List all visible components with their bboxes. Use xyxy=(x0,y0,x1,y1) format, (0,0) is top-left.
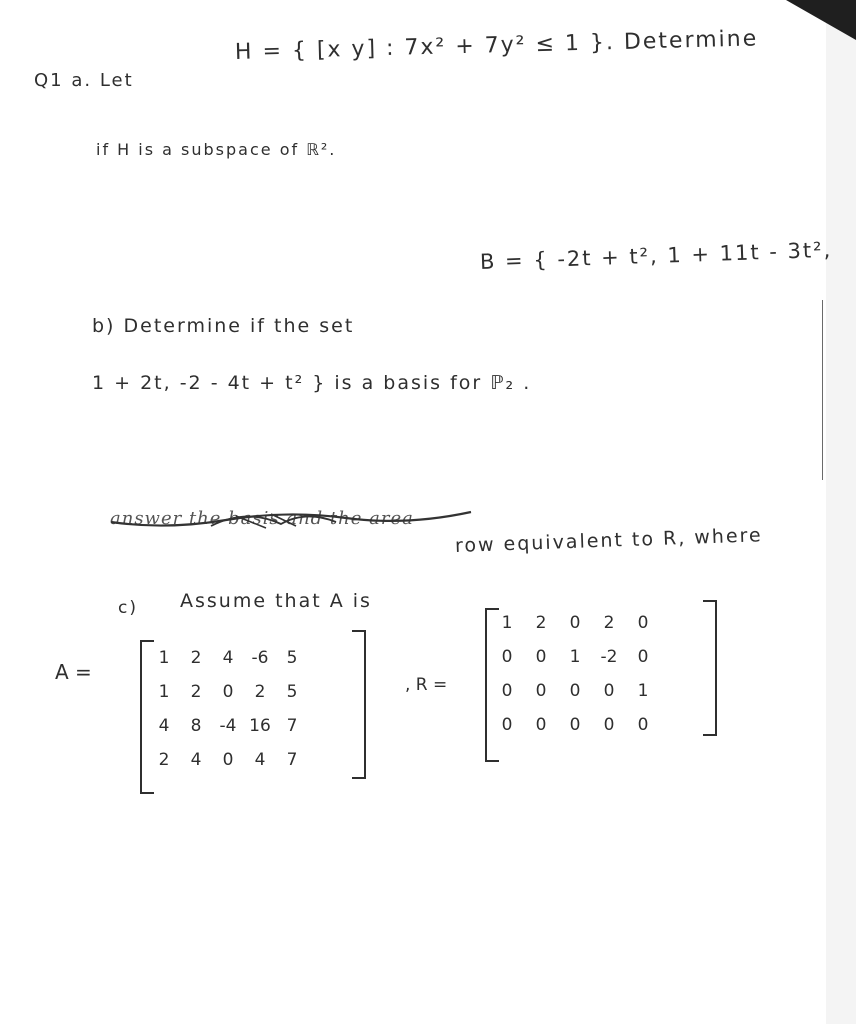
matrix-a-cell: 2 xyxy=(254,682,266,702)
matrix-r-row xyxy=(490,681,660,701)
matrix-r-label: , R = xyxy=(405,675,448,695)
matrix-a-cell: 4 xyxy=(254,750,266,770)
matrix-a-cell: 1 xyxy=(158,648,170,668)
matrix-r-cell: 0 xyxy=(535,681,547,701)
matrix-a-cell: 0 xyxy=(222,682,234,702)
question-c-label: c) xyxy=(118,598,138,618)
matrix-a-row xyxy=(148,682,308,702)
matrix-a-cell: 7 xyxy=(286,716,298,736)
matrix-r-cell: 2 xyxy=(603,613,615,633)
matrix-r-row xyxy=(490,647,660,667)
matrix-r-left-bracket xyxy=(485,608,499,762)
matrix-r-cell: 0 xyxy=(501,681,513,701)
corner-shadow xyxy=(786,0,856,40)
question-a-label: Q1 a. Let xyxy=(34,70,134,91)
strike-through-scribble xyxy=(106,500,476,540)
matrix-a-cell: 4 xyxy=(158,716,170,736)
matrix-r-cell: 1 xyxy=(501,613,513,633)
matrix-r-row xyxy=(490,715,660,735)
matrix-r-cell: 0 xyxy=(501,715,513,735)
question-b-set-end: 1 + 2t, -2 - 4t + t² } is a basis for ℙ₂ . xyxy=(92,372,532,394)
matrix-a-cell: -6 xyxy=(251,648,269,668)
question-c-assume: Assume that A is xyxy=(180,590,372,612)
matrix-r-cell: 1 xyxy=(637,681,649,701)
matrix-r-cell: 0 xyxy=(637,647,649,667)
matrix-r-cell: 2 xyxy=(535,613,547,633)
matrix-r-cell: 0 xyxy=(501,647,513,667)
matrix-a-cell: 1 xyxy=(158,682,170,702)
matrix-r xyxy=(490,605,715,760)
matrix-r-right-bracket xyxy=(703,600,717,736)
matrix-r-cell: 0 xyxy=(535,715,547,735)
margin-line xyxy=(822,300,823,480)
matrix-r-cell: 0 xyxy=(535,647,547,667)
matrix-a-cell: 5 xyxy=(286,648,298,668)
matrix-a-left-bracket xyxy=(140,640,154,794)
matrix-a-right-bracket xyxy=(352,630,366,779)
matrix-a-cell: 7 xyxy=(286,750,298,770)
matrix-a-cell: 2 xyxy=(190,648,202,668)
matrix-r-cell: 0 xyxy=(569,681,581,701)
matrix-a xyxy=(148,640,363,790)
matrix-a-cell: 5 xyxy=(286,682,298,702)
matrix-r-cell: 1 xyxy=(569,647,581,667)
matrix-a-cell: 16 xyxy=(249,716,271,736)
matrix-a-label: A = xyxy=(55,660,92,684)
question-b-prompt: b) Determine if the set xyxy=(92,315,355,337)
matrix-r-cell: 0 xyxy=(569,613,581,633)
matrix-r-cell: 0 xyxy=(603,715,615,735)
matrix-a-row xyxy=(148,716,308,736)
matrix-a-cell: 4 xyxy=(190,750,202,770)
matrix-a-cell: 8 xyxy=(190,716,202,736)
matrix-r-cell: -2 xyxy=(600,647,618,667)
question-a-text: if H is a subspace of ℝ². xyxy=(96,140,337,159)
paper-edge xyxy=(826,0,856,1024)
question-c-row-equivalent: row equivalent to R, where xyxy=(454,524,764,557)
question-b-set-start: B = { -2t + t², 1 + 11t - 3t², xyxy=(479,237,833,274)
matrix-a-cell: 4 xyxy=(222,648,234,668)
matrix-a-cell: 0 xyxy=(222,750,234,770)
matrix-a-row xyxy=(148,648,308,668)
matrix-r-cell: 0 xyxy=(603,681,615,701)
matrix-r-cell: 0 xyxy=(637,715,649,735)
matrix-a-cell: 2 xyxy=(190,682,202,702)
question-a-set-definition: H = { [x y] : 7x² + 7y² ≤ 1 }. Determine xyxy=(234,26,759,65)
matrix-a-cell: -4 xyxy=(219,716,237,736)
matrix-r-row xyxy=(490,613,660,633)
matrix-r-cell: 0 xyxy=(569,715,581,735)
matrix-r-cell: 0 xyxy=(637,613,649,633)
matrix-a-row xyxy=(148,750,308,770)
crossed-out-text: answer the basis and the area xyxy=(110,508,414,529)
matrix-a-cell: 2 xyxy=(158,750,170,770)
